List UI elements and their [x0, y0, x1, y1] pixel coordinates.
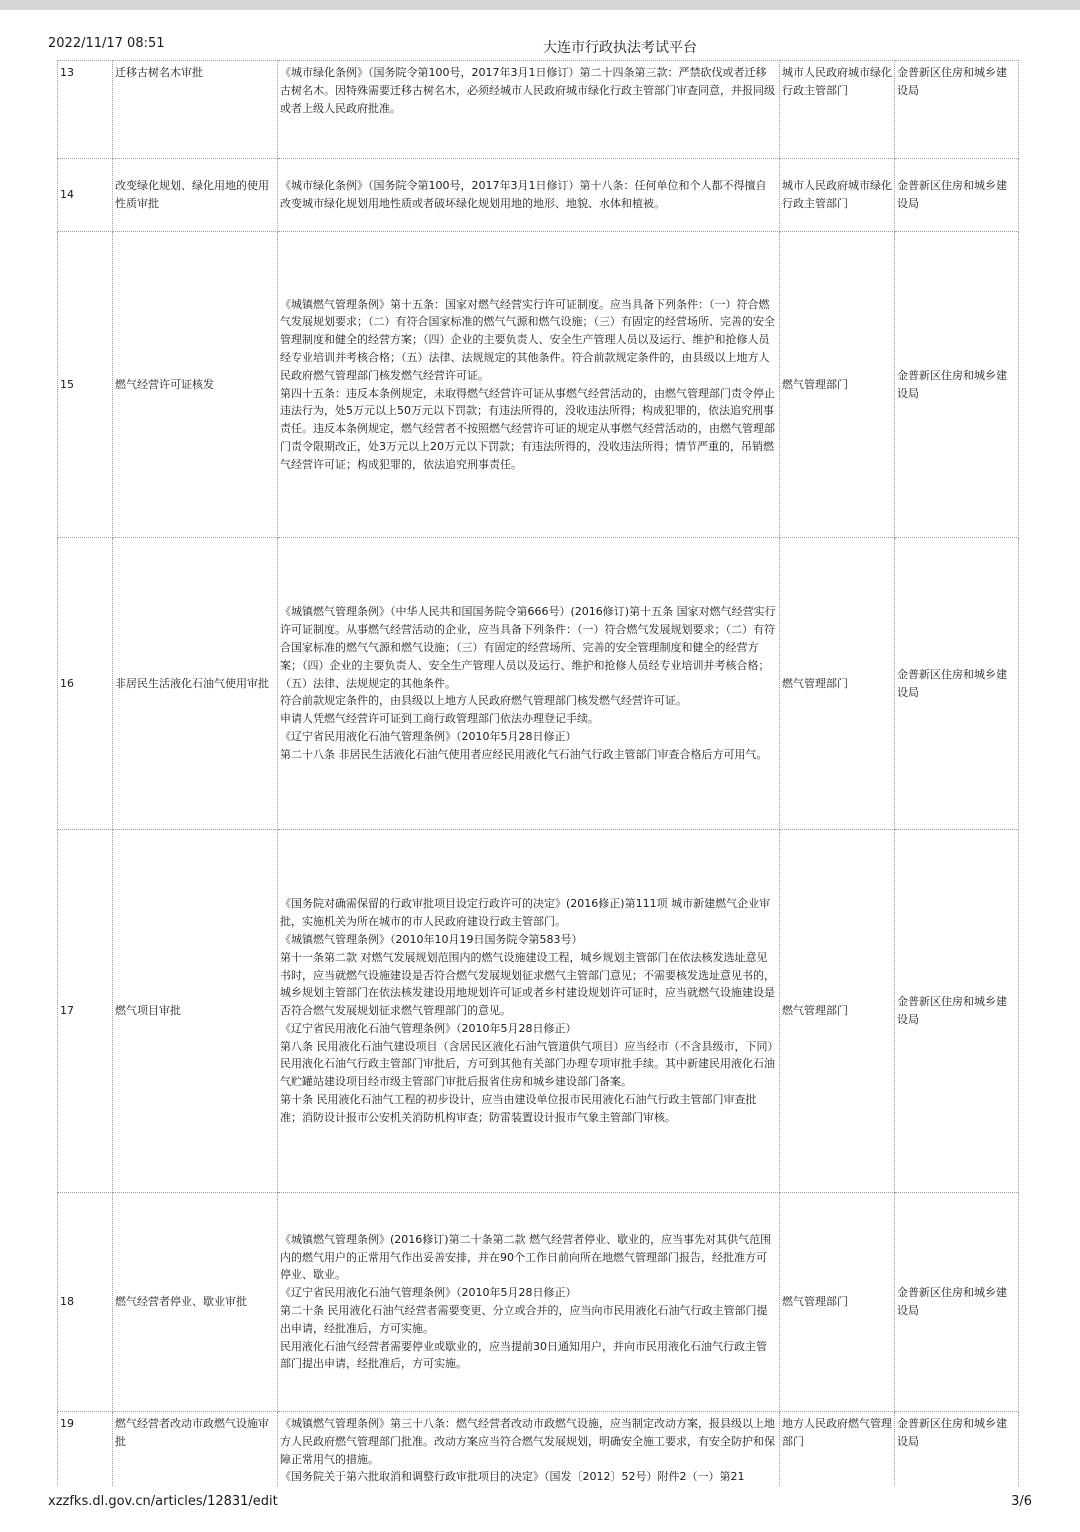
legal-basis: 《城镇燃气管理条例》（中华人民共和国国务院令第666号）(2016修订)第十五条 国家对燃气经营实行许可证制度。从事燃气经营活动的企业，应当具备下列条件：（一）符合燃气发展规划要求；（二）有符合国家标准的燃气气源和燃气设施；（三）有固定的经营场所、完善的安全管理制度和健全的经营方案；（四）企业的主要负责人、安全生产管理人员以及运行、维护和抢修人员经专业培训并考核合格；（五）法律、法规规定的其他条件。 符合前款规定条件的，由县级以上地方人民政府燃气管理部门核发燃气经营许可证。 申请人凭燃气经营许可证到工商行政管理部门依法办理登记手续。 《辽宁省民用液化石油气管理条例》（2010年5月28日修正） 第二十八条 非居民生活液化石油气使用者应经民用液化气石油气行政主管部门审查合格后方可用气。	[278, 538, 780, 830]
table-row	[58, 830, 1019, 1193]
item-name: 迁移古树名木审批	[113, 61, 278, 159]
row-number: 13	[58, 61, 113, 159]
table-row	[58, 538, 1019, 830]
row-number: 19	[58, 1412, 113, 1487]
item-name: 燃气经营者改动市政燃气设施审批	[113, 1412, 278, 1487]
legal-basis: 《城镇燃气管理条例》第三十八条：燃气经营者改动市政燃气设施，应当制定改动方案，报县级以上地方人民政府燃气管理部门批准。改动方案应当符合燃气发展规划，明确安全施工要求，有安全防护和保障正常用气的措施。 《国务院关于第六批取消和调整行政审批项目的决定》（国发〔2012〕52号）附件2（一）第21	[278, 1412, 780, 1487]
department: 地方人民政府燃气管理部门	[780, 1412, 895, 1487]
row-number: 17	[58, 830, 113, 1193]
table-row	[58, 1412, 1019, 1487]
agency: 金普新区住房和城乡建设局	[895, 159, 1019, 232]
item-name: 燃气项目审批	[113, 830, 278, 1193]
approval-items-table	[57, 60, 1019, 1486]
page-url: xzzfks.dl.gov.cn/articles/12831/edit	[48, 1494, 278, 1509]
agency: 金普新区住房和城乡建设局	[895, 830, 1019, 1193]
top-bar	[0, 0, 1080, 10]
item-name: 改变绿化规划、绿化用地的使用性质审批	[113, 159, 278, 232]
agency: 金普新区住房和城乡建设局	[895, 232, 1019, 538]
page-title: 大连市行政执法考试平台	[543, 40, 697, 56]
table-row	[58, 1193, 1019, 1412]
row-number: 18	[58, 1193, 113, 1412]
department: 城市人民政府城市绿化行政主管部门	[780, 159, 895, 232]
department: 燃气管理部门	[780, 232, 895, 538]
legal-basis: 《城镇燃气管理条例》(2016修订)第二十条第二款 燃气经营者停业、歇业的，应当事先对其供气范围内的燃气用户的正常用气作出妥善安排，并在90个工作日前向所在地燃气管理部门报告，经批准方可停业、歇业。 《辽宁省民用液化石油气管理条例》（2010年5月28日修正） 第二十条 民用液化石油气经营者需要变更、分立或合并的，应当向市民用液化石油气行政主管部门提出申请，经批准后，方可实施。 民用液化石油气经营者需要停业或歇业的，应当提前30日通知用户，并向市民用液化石油气行政主管部门提出申请，经批准后，方可实施。	[278, 1193, 780, 1412]
row-number: 15	[58, 232, 113, 538]
item-name: 燃气经营许可证核发	[113, 232, 278, 538]
table-row	[58, 61, 1019, 159]
table-row	[58, 232, 1019, 538]
department: 燃气管理部门	[780, 1193, 895, 1412]
row-number: 16	[58, 538, 113, 830]
item-name: 燃气经营者停业、歇业审批	[113, 1193, 278, 1412]
department: 燃气管理部门	[780, 830, 895, 1193]
agency: 金普新区住房和城乡建设局	[895, 1412, 1019, 1487]
legal-basis: 《城市绿化条例》（国务院令第100号，2017年3月1日修订）第二十四条第三款：严禁砍伐或者迁移古树名木。因特殊需要迁移古树名木，必须经城市人民政府城市绿化行政主管部门审查同意，并报同级或者上级人民政府批准。	[278, 61, 780, 159]
legal-basis: 《城镇燃气管理条例》第十五条：国家对燃气经营实行许可证制度。应当具备下列条件：（一）符合燃气发展规划要求；（二）有符合国家标准的燃气气源和燃气设施；（三）有固定的经营场所、完善的安全管理制度和健全的经营方案；（四）企业的主要负责人、安全生产管理人员以及运行、维护和抢修人员经专业培训并考核合格；（五）法律、法规规定的其他条件。符合前款规定条件的，由县级以上地方人民政府燃气管理部门核发燃气经营许可证。 第四十五条：违反本条例规定，未取得燃气经营许可证从事燃气经营活动的，由燃气管理部门责令停止违法行为，处5万元以上50万元以下罚款；有违法所得的，没收违法所得；构成犯罪的，依法追究刑事责任。违反本条例规定，燃气经营者不按照燃气经营许可证的规定从事燃气经营活动的，由燃气管理部门责令限期改正，处3万元以上20万元以下罚款；有违法所得的，没收违法所得；情节严重的，吊销燃气经营许可证；构成犯罪的，依法追究刑事责任。	[278, 232, 780, 538]
page-number: 3/6	[1011, 1494, 1032, 1509]
table-row	[58, 159, 1019, 232]
department: 城市人民政府城市绿化行政主管部门	[780, 61, 895, 159]
department: 燃气管理部门	[780, 538, 895, 830]
legal-basis: 《城市绿化条例》（国务院令第100号，2017年3月1日修订）第十八条：任何单位和个人都不得擅自改变城市绿化规划用地性质或者破坏绿化规划用地的地形、地貌、水体和植被。	[278, 159, 780, 232]
item-name: 非居民生活液化石油气使用审批	[113, 538, 278, 830]
agency: 金普新区住房和城乡建设局	[895, 538, 1019, 830]
agency: 金普新区住房和城乡建设局	[895, 1193, 1019, 1412]
print-datetime: 2022/11/17 08:51	[48, 36, 165, 51]
row-number: 14	[58, 159, 113, 232]
legal-basis: 《国务院对确需保留的行政审批项目设定行政许可的决定》(2016修正)第111项 城市新建燃气企业审批，实施机关为所在城市的市人民政府建设行政主管部门。 《城镇燃气管理条例》（2010年10月19日国务院令第583号） 第十一条第二款 对燃气发展规划范围内的燃气设施建设工程，城乡规划主管部门在依法核发选址意见书时，应当就燃气设施建设是否符合燃气发展规划征求燃气主管部门意见；不需要核发选址意见书的，城乡规划主管部门在依法核发建设用地规划许可证或者乡村建设规划许可证时，应当就燃气设施建设是否符合燃气发展规划征求燃气管理部门的意见。 《辽宁省民用液化石油气管理条例》（2010年5月28日修正） 第八条 民用液化石油气建设项目（含居民区液化石油气管道供气项目）应当经市（不含县级市，下同）民用液化石油气行政主管部门审批后，方可到其他有关部门办理专项审批手续。其中新建民用液化石油气贮罐站建设项目经市级主管部门审批后报省住房和城乡建设部门备案。 第十条 民用液化石油气工程的初步设计，应当由建设单位报市民用液化石油气行政主管部门审查批准；消防设计报市公安机关消防机构审查；防雷装置设计报市气象主管部门审核。	[278, 830, 780, 1193]
agency: 金普新区住房和城乡建设局	[895, 61, 1019, 159]
